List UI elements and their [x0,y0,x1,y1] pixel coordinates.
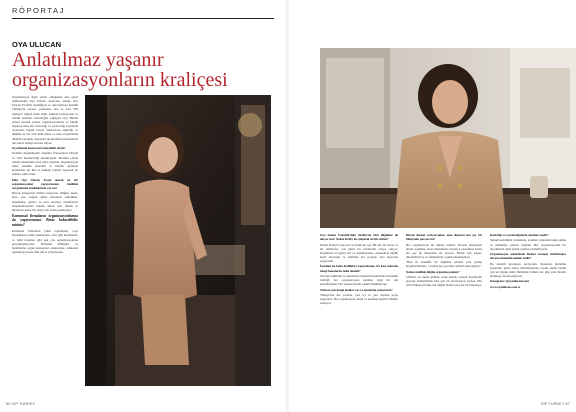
question-heading: Kalıcılığı ve yaratıcılığınızın anahtarı nedir? [490,233,549,237]
portrait-photo-right-image [320,48,576,228]
left-page [0,0,287,412]
paragraph: Neden Dolby'le çok özel ve farklı bir şey. Bir stil, bir lezzet ve bir ambiyans; çok güzel bir beraberlik ortaya çıkıyor. İstanbul'un en güzel otel ve mekânlarında çalışmaktan büyük keyif alıyorum ve ekibimle her projede aynı heyecanı yaşıyorum. [320,242,398,264]
portrait-photo-left-image [85,95,271,386]
question-heading: Neden özellikle düğün organizasyonları? [406,269,460,274]
paragraph: Organizasyon deyin yılları olduğunda akla gelen isimlerinden Oya Ulucan, kurucusu olduğu Oya Ulucan Event'in eşsizliğiyle ve onu kurmayı kendini Türkiye'de sayısız, yaşanılası, hoş ve özel VIP Turkey'e değerli kılan aldık. Sektörü profesyonel ve estetik anlamda ilerlettiğini sağlayan Oya Hanım yıllara uzanan sayısız organizasyonlarla ve büyük başarıya imza attı. Kalıcılığı ve yaratıcılığı sayesinde aralarında büyük birçok uluslararası etkinliği ve düğünü de yer alan ünlü şirket ve isim, hayalindeki düğünü yaşamak isteyenler ile kurumsal işletmelerin tek adresi olmaya devam ediyor. [12,95,78,145]
section-label: RÖPORTAJ [12,6,65,15]
article-column-1 [12,95,78,393]
contact-link: Instagram: @oyaulucanevent [490,279,530,284]
pull-question: Kurumsal firmaların organizasyonlarına da yapıyorsunuz. Biraz bahsedebilir misiniz? [12,213,78,227]
portrait-photo-left [85,95,271,386]
question-heading: Birçok hizmet veriyorsunuz, ama doğrusu her şey bir hikâyenin parçası mı? [406,233,482,242]
page-folio-right: VIP TURKEY 67 [540,401,570,406]
header-rule [12,18,274,19]
article-column-right-3 [490,233,566,393]
paragraph: Tasarım, kültürün ve aksesuarın başkenti İstanbul'un en önemli özelliği; her organizasyona kendine özgü bir ruh katabilmemiz. Her zaman misafir odaklı düşünüyoruz. [320,273,398,287]
paragraph: Birçok kategoride hizmet veriyoruz. Düğün, nişan, kına, söz, doğum günü, kurumsal etkinlikler, lansmanlar, galalar ve özel davetler; misafirlerin karşılanmasından sunum, dekor, ışık, müzik ve ikramlara kadar her detayı tek elden planlıyoruz. [12,191,78,212]
paragraph: "Ben en önemlisi bir düğünün içinden yola çıkılıp kurgulanmasıdır; o zaman her şey daha anlamlı hale geliyor." [406,260,482,269]
right-page [289,0,576,412]
paragraph: Bu sektörü gerçekten seviyorum. İnsanlara mutluluk yaşatmak, güzel anılar biriktirmelerine vesile olmak benim için en büyük ödül. Ekibimle birlikte her gün yeni fikirler üretmeye devam ediyoruz. [490,261,566,278]
question-heading: İstanbul'un fazla özellikleri yapacaksınız, bu kısa noktada hangi konularda daha önemli? [320,264,398,273]
question-heading: Sizin en çok hangi alanlar var ve nerelerde çalışırsınız? [320,287,393,292]
article-column-right-2 [406,233,482,393]
paragraph: Kurumsal firmaların yıllık toplantıları, bayi buluşmaları, ürün lansmanları, özel gün kutlamaları ve ödül törenleri gibi pek çok organizasyonunu gerçekleştiriyoruz. Firmanın kimliğine ve hedeflerine uygun konseptler oluşturuyor, sahneden ağırlamaya kadar tüm süreci yönetiyoruz. [12,229,78,254]
paragraph: Türkiye'nin her yerinde, yurt içi ve yurt dışında proje yapıyoruz. Her organizasyon farklı ve kendine özgü bir hikâye anlatıyor. [320,292,398,306]
paragraph: Çiftlerin en mutlu gününe ortak olmak, onların hayallerini gerçeğe dönüştürmek bize ayrı bir motivasyon veriyor. Her çiftin hikâyesi farklı, her düğün bizim için yeni bir başlangıç. [406,275,482,288]
question-heading: Organizasyon sektöründe hizmet vermeyi sürdürmeye devam etmenizin nedeni nedir? [490,252,566,261]
page-folio-left: 66 VIP TURKEY [6,401,36,406]
portrait-photo-right [320,48,576,228]
headline: Anlatılmaz yaşanır organizasyonların kraliçesi [12,49,228,91]
paragraph: Her organizasyon bir hikâye aslında. Davetli listesinden ikram seçimine, masa düzeninden davetiye tasarımına kadar her şey bu hikâyenin bir parçası. Bizim için başarı, misafirlerin ve ev sahiplerinin o günü unutamaması. [406,242,482,259]
paragraph: İstanbul doğumluyum. İstanbul Üniversitesi Turizm ve Otel İşletmeciliği mezunuyum. Mesleki olarak turizm sektöründe uzun yıllar çalıştım. Organizasyon işleri, etkinlik yönetimi ve misafir ağırlama konusunda bir ilki ve tutkuyu içimde taşıyarak bu sektöre adım attım. [12,151,78,177]
question-heading: Oya Hanım kısaca sizi tanıyabilir miyiz? [12,146,66,151]
question-heading: Oya hanım İstanbul'daki Oteller'de tüm düğünler de oluyor mu? Neden Dolby ile çalışmak tercih ettiniz? [320,233,398,242]
article-column-right-1 [320,233,398,393]
contact-link: www.oyaulucan.com.tr [490,284,521,289]
paragraph: Sürekli kendimizi yenilemek, trendleri yakından takip etmek ve ekibimize yatırım yapmak. Her organizasyonda bir öncekinden daha iyisini yapmayı hedefliyoruz. [490,238,566,251]
byline: OYA ULUCAN [12,40,62,49]
question-heading: Peki Oya Ulucan Event olarak ne tür organizasyonlar yapıyorsunuz, özellikle vurgulamak istedikleriniz var mı? [12,177,78,190]
